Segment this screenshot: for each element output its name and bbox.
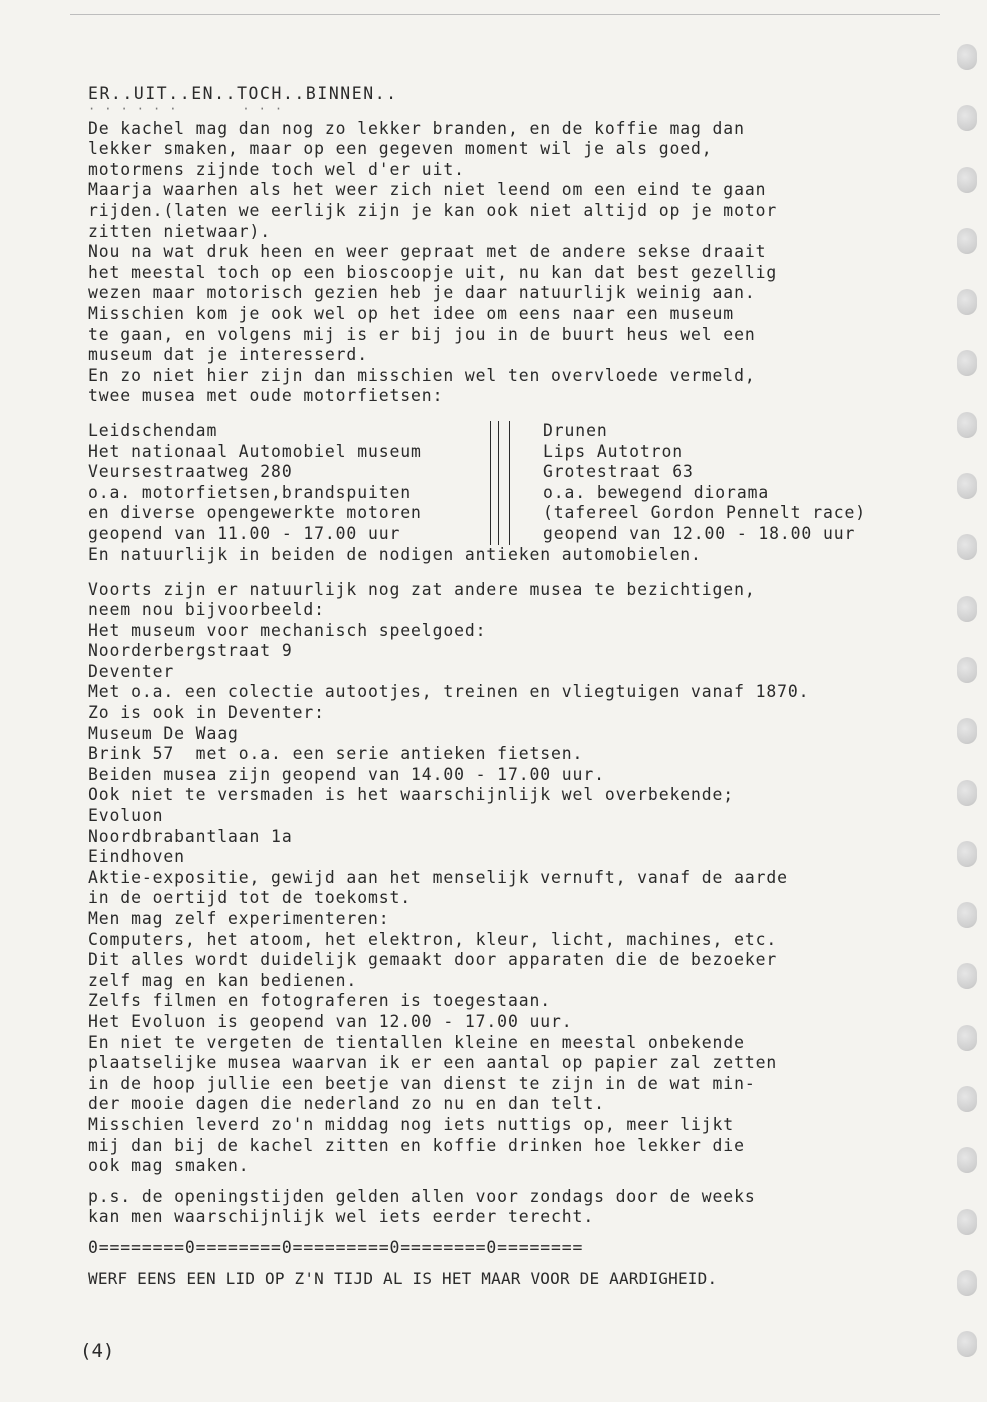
binder-hole-icon — [957, 1331, 977, 1357]
page-number: (4) — [80, 1340, 115, 1362]
body-paragraph — [88, 580, 928, 1177]
body-line: Noordbrabantlaan 1a — [88, 826, 293, 846]
slogan: WERF EENS EEN LID OP Z'N TIJD AL IS HET MAAR VOOR DE AARDIGHEID. — [88, 1268, 718, 1288]
spacer — [88, 1228, 928, 1238]
intro-line: Misschien kom je ook wel op het idee om eens naar een museum — [88, 303, 735, 323]
body-line: Eindhoven — [88, 847, 185, 867]
intro-line: motormens zijnde toch wel d'er uit. — [88, 159, 465, 179]
binder-hole-icon — [957, 718, 977, 744]
body-line: Met o.a. een colectie autootjes, treinen en vliegtuigen vanaf 1870. — [88, 682, 810, 702]
museum-line: Drunen — [543, 420, 608, 440]
body-line: Noorderbergstraat 9 — [88, 641, 293, 661]
intro-line: lekker smaken, maar op een gegeven moment wil je als goed, — [88, 139, 713, 159]
binder-hole-icon — [957, 596, 977, 622]
spacer — [88, 1177, 928, 1187]
body-line: in de hoop jullie een beetje van dienst te zijn in de wat min- — [88, 1073, 756, 1093]
binder-hole-icon — [957, 1209, 977, 1235]
body-line: zelf mag en kan bedienen. — [88, 970, 358, 990]
body-line: Het museum voor mechanisch speelgoed: — [88, 620, 487, 640]
intro-line: wezen maar motorisch gezien heb je daar natuurlijk weinig aan. — [88, 283, 756, 303]
spacer — [88, 1259, 928, 1269]
intro-line: zitten nietwaar). — [88, 221, 272, 241]
body-line: En niet te vergeten de tientallen kleine en meestal onbekende — [88, 1032, 745, 1052]
article — [88, 84, 928, 1289]
museum-line: geopend van 11.00 - 17.00 uur — [88, 523, 401, 543]
body-line: neem nou bijvoorbeeld: — [88, 600, 325, 620]
museum-line: Leidschendam — [88, 420, 218, 440]
title-underline: · · · · · · · · · — [88, 101, 283, 116]
binder-hole-icon — [957, 963, 977, 989]
column-divider — [488, 421, 514, 545]
body-line: Men mag zelf experimenteren: — [88, 909, 390, 928]
body-line: Brink 57 met o.a. een serie antieken fietsen. — [88, 744, 584, 764]
museum-line: en diverse opengewerkte motoren — [88, 503, 422, 523]
body-line: Computers, het atoom, het elektron, kleur, licht, machines, etc. — [88, 929, 778, 949]
both-museums-note: En natuurlijk in beiden de nodigen antieken automobielen. — [88, 544, 702, 564]
museum-line: (tafereel Gordon Pennelt race) — [543, 503, 867, 523]
binder-hole-icon — [957, 1270, 977, 1296]
binder-hole-icon — [957, 780, 977, 806]
body-line: der mooie dagen die nederland zo nu en dan telt. — [88, 1094, 605, 1114]
intro-line: De kachel mag dan nog zo lekker branden, en de koffie mag dan — [88, 118, 745, 138]
museum-line: o.a. bewegend diorama — [543, 482, 770, 502]
museum-line: geopend van 12.00 - 18.00 uur — [543, 523, 856, 543]
intro-line: Maarja waarhen als het weer zich niet leend om een eind te gaan — [88, 180, 767, 200]
museum-line: Grotestraat 63 — [543, 462, 694, 482]
binder-hole-icon — [957, 228, 977, 254]
top-edge-line — [70, 14, 940, 15]
binder-hole-icon — [957, 1147, 977, 1173]
body-line: ook mag smaken. — [88, 1156, 250, 1176]
spacer — [88, 566, 928, 580]
museum-drunen — [543, 421, 923, 545]
museum-columns — [88, 421, 928, 545]
intro-line: rijden.(laten we eerlijk zijn je kan ook niet altijd op je motor — [88, 200, 778, 220]
ps-line: p.s. de openingstijden gelden allen voor zondags door de weeks — [88, 1186, 756, 1206]
binder-hole-icon — [957, 289, 977, 315]
intro-line: te gaan, en volgens mij is er bij jou in de buurt heus wel een — [88, 324, 756, 344]
body-line: Ook niet te versmaden is het waarschijnlijk wel overbekende; — [88, 785, 735, 805]
body-line: Zo is ook in Deventer: — [88, 703, 325, 723]
binder-hole-icon — [957, 167, 977, 193]
binder-hole-icon — [957, 841, 977, 867]
museum-line: Veursestraatweg 280 — [88, 462, 293, 482]
binder-hole-icon — [957, 657, 977, 683]
body-line: plaatselijke musea waarvan ik er een aantal op papier zal zetten — [88, 1053, 778, 1073]
intro-line: En zo niet hier zijn dan misschien wel ten overvloede vermeld, — [88, 365, 756, 385]
binder-hole-icon — [957, 534, 977, 560]
ps-line: kan men waarschijnlijk wel iets eerder terecht. — [88, 1207, 595, 1227]
binder-hole-icon — [957, 1086, 977, 1112]
intro-paragraph — [88, 119, 928, 407]
body-line: Deventer — [88, 661, 175, 681]
body-line: Dit alles wordt duidelijk gemaakt door apparaten die de bezoeker — [88, 950, 778, 970]
binder-hole-icon — [957, 105, 977, 131]
intro-line: twee musea met oude motorfietsen: — [88, 386, 444, 406]
body-line: Misschien leverd zo'n middag nog iets nuttigs op, meer lijkt — [88, 1114, 735, 1134]
intro-line: het meestal toch op een bioscoopje uit, nu kan dat best gezellig — [88, 262, 778, 282]
museum-line: o.a. motorfietsen,brandspuiten — [88, 482, 412, 502]
binder-hole-icon — [957, 902, 977, 928]
intro-line: Nou na wat druk heen en weer gepraat met de andere sekse draait — [88, 242, 767, 262]
body-line: Museum De Waag — [88, 723, 239, 743]
separator-line: 0========0========0=========0========0======== — [88, 1237, 584, 1257]
body-line: mij dan bij de kachel zitten en koffie drinken hoe lekker die — [88, 1135, 745, 1155]
body-line: Aktie-expositie, gewijd aan het menselijk vernuft, vanaf de aarde — [88, 867, 788, 887]
body-line: Het Evoluon is geopend van 12.00 - 17.00 uur. — [88, 1011, 573, 1031]
body-line: Zelfs filmen en fotograferen is toegestaan. — [88, 991, 552, 1011]
museum-line: Het nationaal Automobiel museum — [88, 441, 422, 461]
body-line: Voorts zijn er natuurlijk nog zat andere musea te bezichtigen, — [88, 579, 756, 599]
binder-hole-icon — [957, 473, 977, 499]
binder-holes — [957, 44, 981, 1393]
body-line: in de oertijd tot de toekomst. — [88, 888, 412, 908]
intro-line: museum dat je interesserd. — [88, 345, 368, 365]
binder-hole-icon — [957, 350, 977, 376]
spacer — [88, 407, 928, 421]
museum-leidschendam — [88, 421, 488, 545]
body-line: Beiden musea zijn geopend van 14.00 - 17.00 uur. — [88, 764, 605, 784]
museum-line: Lips Autotron — [543, 441, 683, 461]
binder-hole-icon — [957, 1025, 977, 1051]
binder-hole-icon — [957, 412, 977, 438]
binder-hole-icon — [957, 44, 977, 70]
body-line: Evoluon — [88, 806, 164, 826]
postscript — [88, 1187, 928, 1228]
article-title: ER..UIT..EN..TOCH..BINNEN.. — [88, 84, 398, 103]
